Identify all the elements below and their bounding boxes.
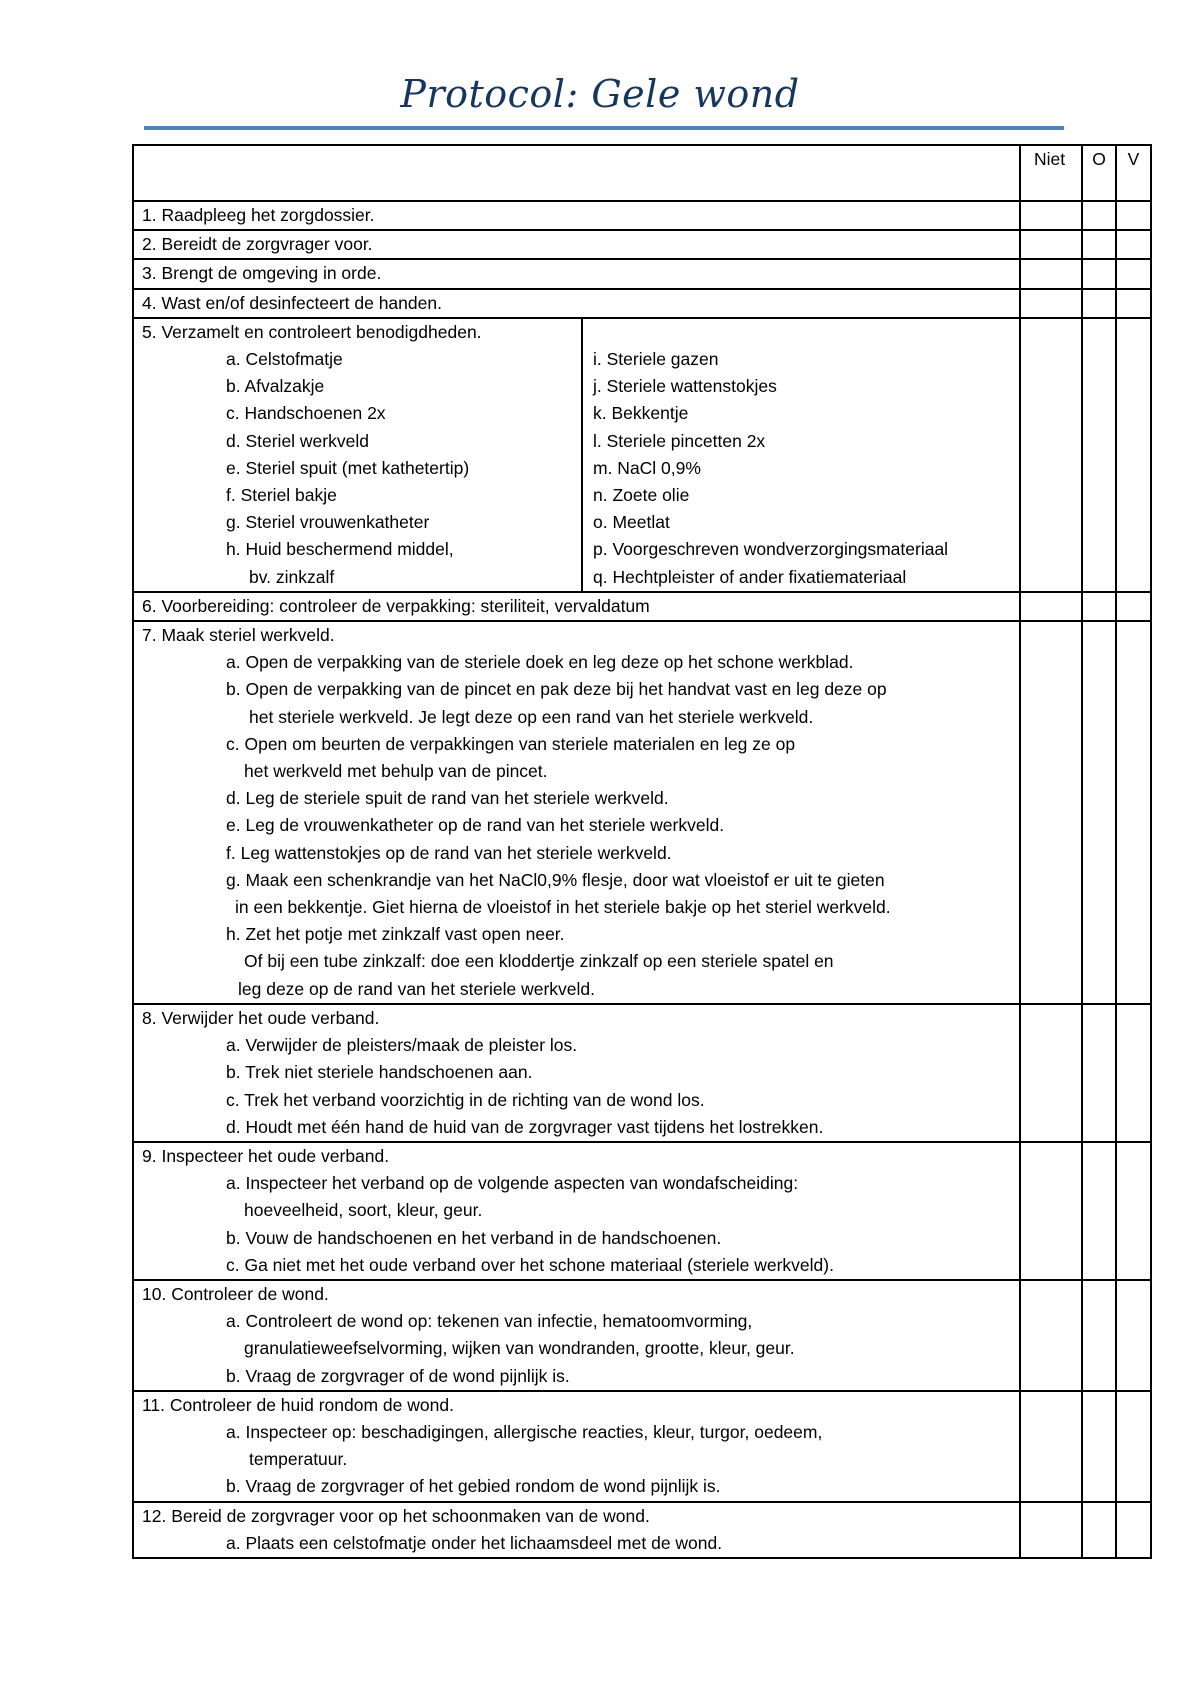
checkbox-o[interactable] (1082, 1280, 1116, 1391)
supplies-left-column (134, 319, 583, 591)
step-2: 2. Bereidt de zorgvrager voor. (133, 230, 1020, 259)
checkbox-niet[interactable] (1020, 1004, 1082, 1142)
checkbox-o[interactable] (1082, 259, 1116, 288)
supplies-grid (134, 319, 1019, 591)
substep-line: h. Zet het potje met zinkzalf vast open neer. (226, 924, 565, 945)
substep-line: granulatieweefselvorming, wijken van wondranden, grootte, kleur, geur. (244, 1338, 795, 1359)
substep-line: c. Open om beurten de verpakkingen van steriele materialen en leg ze op (226, 733, 796, 754)
substep-line: b. Open de verpakking van de pincet en pak deze bij het handvat vast en leg deze op (226, 679, 887, 700)
checkbox-niet[interactable] (1020, 1502, 1082, 1558)
supply-item: p. Voorgeschreven wondverzorgingsmateriaal (593, 539, 949, 560)
checkbox-v[interactable] (1116, 289, 1151, 318)
step-5 (133, 318, 1020, 592)
supply-item: f. Steriel bakje (226, 485, 337, 506)
checkbox-o[interactable] (1082, 1142, 1116, 1280)
supply-item: bv. zinkzalf (249, 566, 335, 587)
column-header-niet-label: Niet (1034, 149, 1066, 169)
substep-line: c. Trek het verband voorzichtig in de richting van de wond los. (226, 1089, 705, 1110)
substep-line: g. Maak een schenkrandje van het NaCl0,9% flesje, door wat vloeistof er uit te gieten (226, 869, 885, 890)
table-row (133, 201, 1151, 230)
column-header-o-label: O (1092, 149, 1106, 169)
supply-item: l. Steriele pincetten 2x (593, 430, 766, 451)
step-7-heading: 7. Maak steriel werkveld. (142, 625, 335, 646)
substep-line: f. Leg wattenstokjes op de rand van het steriele werkveld. (226, 842, 672, 863)
substep-line: b. Vraag de zorgvrager of het gebied rondom de wond pijnlijk is. (226, 1476, 721, 1497)
supply-item: c. Handschoenen 2x (226, 403, 386, 424)
supply-item: g. Steriel vrouwenkatheter (226, 512, 430, 533)
step-9-heading: 9. Inspecteer het oude verband. (142, 1145, 390, 1166)
supply-item: o. Meetlat (593, 512, 670, 533)
page-title: Protocol: Gele wond (400, 72, 800, 116)
step-9 (133, 1142, 1020, 1280)
checkbox-v[interactable] (1116, 592, 1151, 621)
supply-item: i. Steriele gazen (593, 349, 719, 369)
header-blank-cell (133, 145, 1020, 201)
table-row (133, 1280, 1151, 1391)
checkbox-v[interactable] (1116, 259, 1151, 288)
table-row (133, 1142, 1151, 1280)
substep-line: het werkveld met behulp van de pincet. (244, 761, 548, 782)
substep-line: c. Ga niet met het oude verband over het schone materiaal (steriele werkveld). (226, 1254, 834, 1275)
supply-item: q. Hechtpleister of ander fixatiemateriaal (593, 566, 907, 587)
checkbox-v[interactable] (1116, 1142, 1151, 1280)
checkbox-o[interactable] (1082, 1502, 1116, 1558)
table-row (133, 592, 1151, 621)
checkbox-niet[interactable] (1020, 621, 1082, 1004)
supply-item: j. Steriele wattenstokjes (593, 376, 777, 397)
table-row (133, 289, 1151, 318)
checkbox-niet[interactable] (1020, 230, 1082, 259)
substep-line: a. Plaats een celstofmatje onder het lichaamsdeel met de wond. (226, 1532, 723, 1553)
substep-line: temperatuur. (249, 1449, 348, 1470)
step-1: 1. Raadpleeg het zorgdossier. (133, 201, 1020, 230)
checkbox-o[interactable] (1082, 230, 1116, 259)
title-underline (144, 126, 1064, 130)
spacer (593, 319, 1019, 346)
checkbox-v[interactable] (1116, 1280, 1151, 1391)
checkbox-v[interactable] (1116, 230, 1151, 259)
step-10-heading: 10. Controleer de wond. (142, 1283, 329, 1304)
supply-item: h. Huid beschermend middel, (226, 539, 454, 560)
substep-line: a. Verwijder de pleisters/maak de pleister los. (226, 1035, 578, 1056)
substep-line: het steriele werkveld. Je legt deze op een rand van het steriele werkveld. (249, 706, 814, 727)
step-12-heading: 12. Bereid de zorgvrager voor op het schoonmaken van de wond. (142, 1505, 650, 1526)
step-7 (133, 621, 1020, 1004)
substep-line: b. Vouw de handschoenen en het verband in de handschoenen. (226, 1227, 722, 1248)
checkbox-v[interactable] (1116, 1391, 1151, 1502)
checkbox-o[interactable] (1082, 1004, 1116, 1142)
step-11 (133, 1391, 1020, 1502)
checkbox-niet[interactable] (1020, 289, 1082, 318)
substep-line: d. Houdt met één hand de huid van de zorgvrager vast tijdens het lostrekken. (226, 1116, 824, 1137)
substep-line: a. Inspecteer op: beschadigingen, allergische reacties, kleur, turgor, oedeem, (226, 1421, 823, 1442)
table-row (133, 318, 1151, 592)
checkbox-o[interactable] (1082, 1391, 1116, 1502)
checkbox-niet[interactable] (1020, 1391, 1082, 1502)
checkbox-o[interactable] (1082, 289, 1116, 318)
supply-item: e. Steriel spuit (met kathetertip) (226, 457, 470, 478)
checkbox-niet[interactable] (1020, 201, 1082, 230)
supply-item: m. NaCl 0,9% (593, 457, 701, 478)
column-header-v (1116, 145, 1151, 201)
step-11-heading: 11. Controleer de huid rondom de wond. (142, 1394, 454, 1415)
step-10 (133, 1280, 1020, 1391)
column-header-o (1082, 145, 1116, 201)
supplies-right-column (583, 319, 1019, 591)
column-header-v-label: V (1127, 149, 1140, 169)
checkbox-niet[interactable] (1020, 318, 1082, 592)
substep-line: e. Leg de vrouwenkatheter op de rand van het steriele werkveld. (226, 815, 725, 836)
checkbox-v[interactable] (1116, 621, 1151, 1004)
table-row (133, 259, 1151, 288)
substep-line: leg deze op de rand van het steriele werkveld. (238, 978, 596, 999)
substep-line: a. Inspecteer het verband op de volgende aspecten van wondafscheiding: (226, 1173, 799, 1194)
checkbox-o[interactable] (1082, 621, 1116, 1004)
checkbox-v[interactable] (1116, 201, 1151, 230)
substep-line: b. Trek niet steriele handschoenen aan. (226, 1062, 533, 1083)
table-row (133, 1502, 1151, 1558)
table-row (133, 1004, 1151, 1142)
step-4: 4. Wast en/of desinfecteert de handen. (133, 289, 1020, 318)
column-header-niet (1020, 145, 1082, 201)
checkbox-niet[interactable] (1020, 1142, 1082, 1280)
step-5-heading: 5. Verzamelt en controleert benodigdheden. (142, 321, 482, 342)
checkbox-o[interactable] (1082, 201, 1116, 230)
checkbox-o[interactable] (1082, 318, 1116, 592)
step-3: 3. Brengt de omgeving in orde. (133, 259, 1020, 288)
substep-line: in een bekkentje. Giet hierna de vloeistof in het steriele bakje op het steriel werkveld. (235, 897, 891, 918)
supply-item: k. Bekkentje (593, 403, 689, 424)
step-8-heading: 8. Verwijder het oude verband. (142, 1007, 380, 1028)
table-header-row (133, 145, 1151, 201)
substep-line: d. Leg de steriele spuit de rand van het steriele werkveld. (226, 788, 669, 809)
checkbox-niet[interactable] (1020, 592, 1082, 621)
supply-item: a. Celstofmatje (226, 349, 343, 370)
substep-line: Of bij een tube zinkzalf: doe een kloddertje zinkzalf op een steriele spatel en (244, 951, 834, 972)
step-6: 6. Voorbereiding: controleer de verpakking: steriliteit, vervaldatum (133, 592, 1020, 621)
checkbox-v[interactable] (1116, 1502, 1151, 1558)
step-12 (133, 1502, 1020, 1558)
table-row (133, 1391, 1151, 1502)
supply-item: n. Zoete olie (593, 485, 690, 506)
table-row (133, 621, 1151, 1004)
step-8 (133, 1004, 1020, 1142)
substep-line: hoeveelheid, soort, kleur, geur. (244, 1200, 483, 1221)
checkbox-niet[interactable] (1020, 1280, 1082, 1391)
supply-item: b. Afvalzakje (226, 376, 325, 397)
checkbox-v[interactable] (1116, 1004, 1151, 1142)
protocol-table (132, 144, 1152, 1559)
checkbox-v[interactable] (1116, 318, 1151, 592)
checkbox-o[interactable] (1082, 592, 1116, 621)
supply-item: d. Steriel werkveld (226, 430, 369, 451)
table-row (133, 230, 1151, 259)
substep-line: a. Controleert de wond op: tekenen van infectie, hematoomvorming, (226, 1311, 753, 1332)
substep-line: b. Vraag de zorgvrager of de wond pijnlijk is. (226, 1365, 570, 1386)
checkbox-niet[interactable] (1020, 259, 1082, 288)
substep-line: a. Open de verpakking van de steriele doek en leg deze op het schone werkblad. (226, 652, 854, 673)
